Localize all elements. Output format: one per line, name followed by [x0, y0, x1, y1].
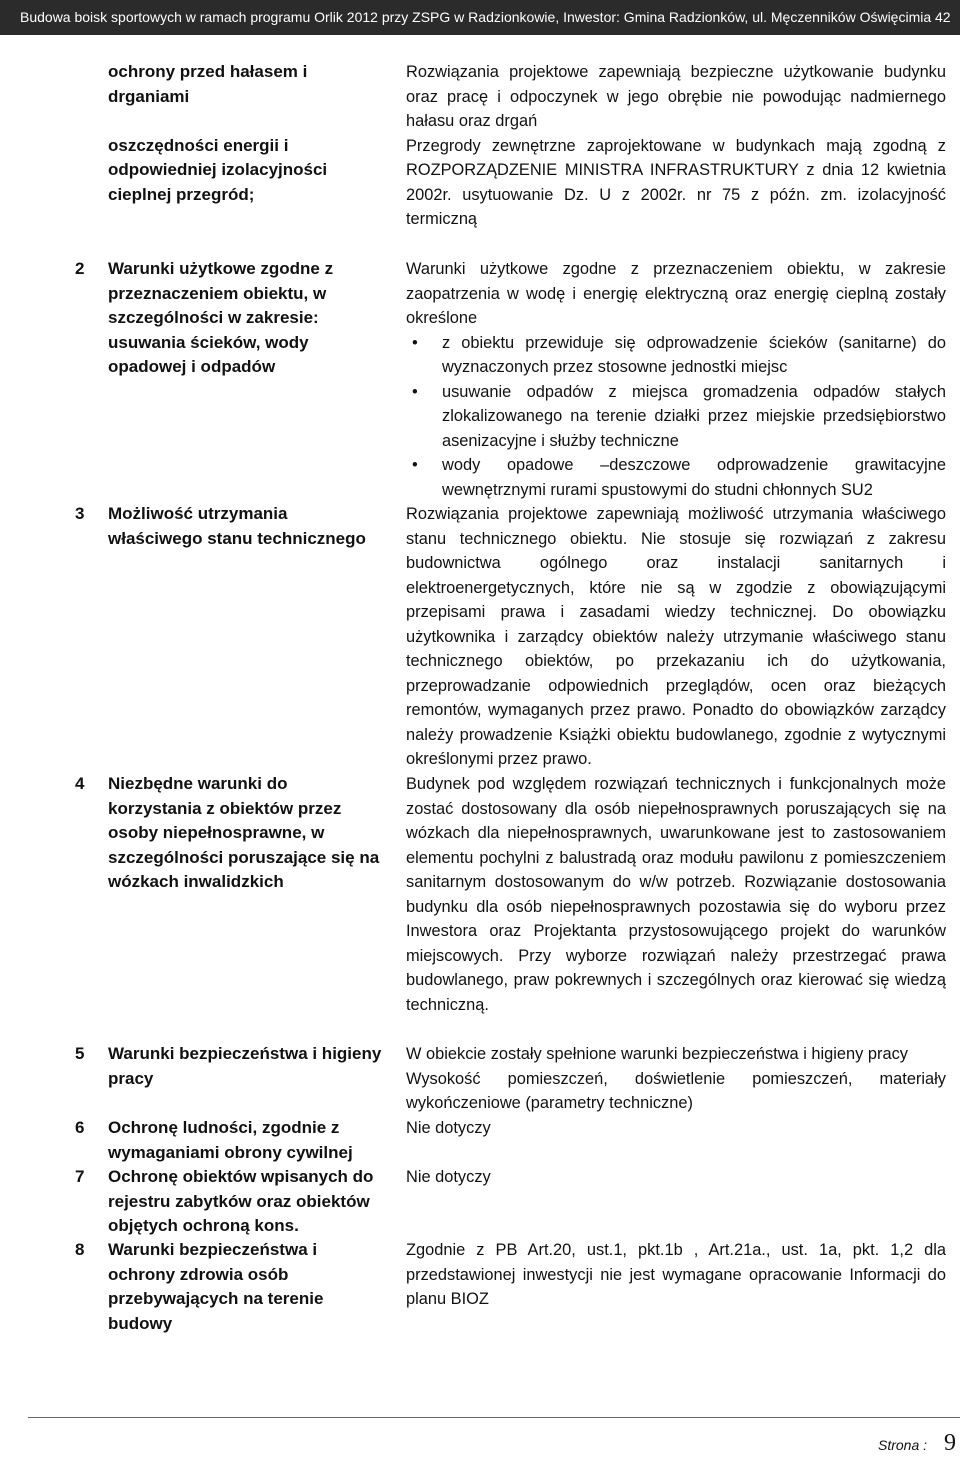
description-paragraph: Rozwiązania projektowe zapewniają możliwość utrzymania właściwego stanu technicznego obiektu. Nie stosuje się rozwiązań z zakresu budownictwa ogólnego oraz instalacji sanitarnych i elektroenergetycznych, które nie są w zgodzie z obowiązującymi przepisami prawa i zasadami wiedzy technicznej. Do obowiązku użytkownika i zarządcy obiektów należy utrzymanie właściwego stanu technicznego obiektów, po przekazaniu ich do użytkowania, przeprowadzanie odpowiednich przeglądów, ocen oraz bieżących remontów, wymaganych przez prawo. Ponadto do obowiązków zarządcy należy prowadzenie Książki obiektu budowlanego, zgodnie z wytycznymi określonymi przez prawo. [406, 505, 946, 768]
page-label: Strona : [878, 1437, 928, 1453]
row-description [406, 1116, 946, 1141]
row-description [406, 257, 946, 502]
row-requirement: Warunki bezpieczeństwa i higieny pracy [108, 1044, 382, 1088]
page-number: 9 [944, 1430, 956, 1456]
row-requirement: Ochronę ludności, zgodnie z wymaganiami obrony cywilnej [108, 1118, 353, 1162]
row-number: 2 [75, 259, 85, 278]
bullet-list [406, 331, 946, 503]
description-paragraph: W obiekcie zostały spełnione warunki bezpieczeństwa i higieny pracy [406, 1045, 908, 1063]
list-item: • wody opadowe –deszczowe odprowadzenie grawitacyjne wewnętrznymi rurami spustowymi do studni chłonnych SU2 [406, 453, 946, 502]
row-description [406, 1042, 946, 1116]
row-requirement: Warunki bezpieczeństwa i ochrony zdrowia osób przebywających na terenie budowy [108, 1240, 324, 1333]
row-number: 6 [75, 1118, 85, 1137]
list-item: • z obiektu przewiduje się odprowadzenie ścieków (sanitarne) do wyznaczonych przez stosowne jednostki miejsc [406, 331, 946, 380]
row-requirement: Ochronę obiektów wpisanych do rejestru zabytków oraz obiektów objętych ochroną kons. [108, 1167, 374, 1235]
row-requirement: Warunki użytkowe zgodne z przeznaczeniem obiektu, w szczególności w zakresie: usuwania ścieków, wody opadowej i odpadów [108, 259, 334, 376]
row-number: 8 [75, 1240, 85, 1259]
row-requirement: ochrony przed hałasem i drganiami oszczędności energii i odpowiedniej izolacyjności cieplnej przegród; [108, 62, 328, 204]
row-requirement: Niezbędne warunki do korzystania z obiektów przez osoby niepełnosprawne, w szczególności poruszające się na wózkach inwalidzkich [108, 774, 380, 891]
description-paragraph: Nie dotyczy [406, 1168, 491, 1186]
row-number: 3 [75, 504, 85, 523]
row-number: 4 [75, 774, 85, 793]
list-item: • usuwanie odpadów z miejsca gromadzenia odpadów stałych zlokalizowanego na terenie działki przez miejskie przedsiębiorstwo asenizacyjne i służby techniczne [406, 380, 946, 454]
description-paragraph: Zgodnie z PB Art.20, ust.1, pkt.1b , Art.21a., ust. 1a, pkt. 1,2 dla przedstawionej inwestycji nie jest wymagane opracowanie Informacji do planu BIOZ [406, 1241, 946, 1308]
description-paragraph: Warunki użytkowe zgodne z przeznaczeniem obiektu, w zakresie zaopatrzenia w wodę i energię elektryczną oraz energię cieplną zostały określone [406, 260, 946, 327]
row-description [406, 502, 946, 772]
description-paragraph: Budynek pod względem rozwiązań technicznych i funkcjonalnych może zostać dostosowany dla osób niepełnosprawnych poruszających się na wózkach dla niepełnosprawnych, uwarunkowane jest to zastosowaniem elementu pochylni z balustradą oraz modułu pawilonu z pomieszczeniem sanitarnym dostosowanym do w/w potrzeb. Rozwiązanie dostosowania budynku dla osób niepełnosprawnych pozostawia się do wyboru przez Inwestora oraz Projektanta przystosowującego projekt do warunków miejscowych. Przy wyborze rozwiązań należy przestrzegać prawa budowlanego, praw pokrewnych i szczególnych oraz kierować się wiedzą techniczną. [406, 775, 946, 1014]
page-header: Budowa boisk sportowych w ramach programu Orlik 2012 przy ZSPG w Radzionkowie, Inwestor: Gmina Radzionków, ul. Męczenników Oświęcimia 42 [0, 0, 960, 35]
footer-divider [28, 1417, 960, 1418]
row-description [406, 60, 946, 232]
description-paragraph: Nie dotyczy [406, 1119, 491, 1137]
row-requirement: Możliwość utrzymania właściwego stanu technicznego [108, 504, 366, 548]
row-number: 7 [75, 1167, 85, 1186]
row-description [406, 1165, 946, 1190]
row-description [406, 772, 946, 1017]
description-paragraph: Rozwiązania projektowe zapewniają bezpieczne użytkowanie budynku oraz pracę i odpoczynek w jego obrębie nie powodując nadmiernego hałasu oraz drgań [406, 63, 946, 130]
row-description [406, 1238, 946, 1312]
description-paragraph: Przegrody zewnętrzne zaprojektowane w budynkach mają zgodną z ROZPORZĄDZENIE MINISTRA INFRASTRUKTURY z dnia 12 kwietnia 2002r. usytuowanie Dz. U z 2002r. nr 75 z późn. zm. izolacyjność termiczną [406, 136, 946, 228]
row-number: 5 [75, 1044, 85, 1063]
description-paragraph: Wysokość pomieszczeń, doświetlenie pomieszczeń, materiały wykończeniowe (parametry techniczne) [406, 1069, 946, 1112]
